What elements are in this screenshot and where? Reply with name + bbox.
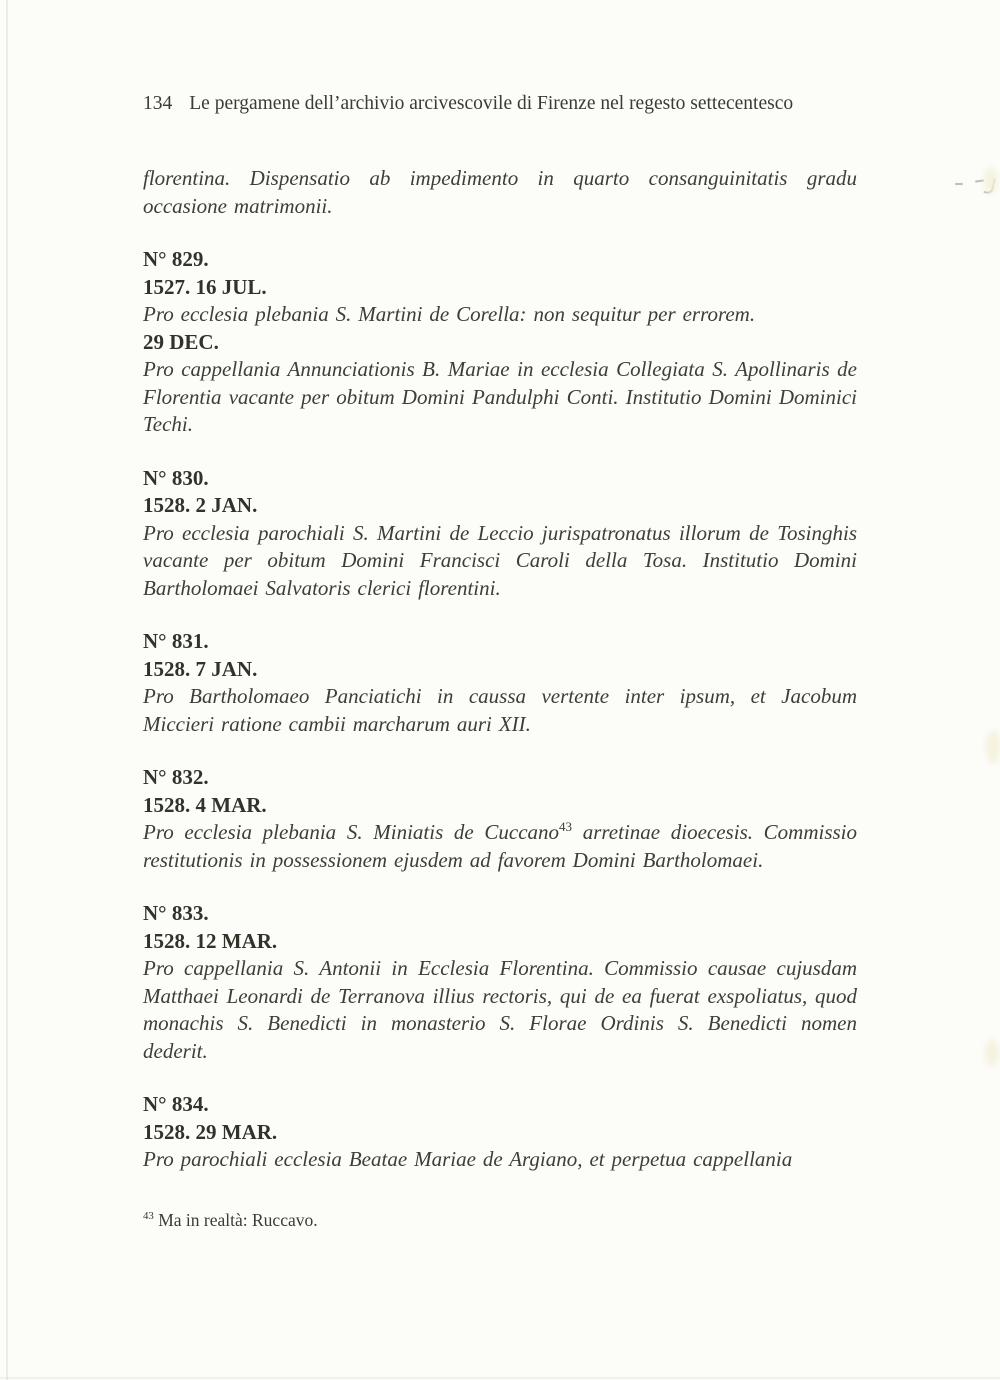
- entry-date: 1527. 16 JUL.: [143, 274, 267, 299]
- regest-entry-831: [143, 628, 857, 738]
- running-header: [143, 0, 857, 117]
- entry-text: Pro cappellania S. Antonii in Ecclesia Florentina. Commissio causae cujusdam Matthaei Leonardi de Terranova illius rectoris, qui de ea fuerat exspoliatus, quod monachis S. Benedicti in monasterio S. Florae Ordinis S. Benedicti nomen dederit.: [143, 956, 857, 1063]
- footnote: [143, 1208, 857, 1232]
- paper-stain: [984, 168, 998, 194]
- entry-number: N° 830.: [143, 465, 209, 490]
- entry-text: [143, 819, 857, 874]
- regest-entry-832: [143, 764, 857, 874]
- scan-edge-left-line: [6, 0, 8, 1380]
- entry-date: 1528. 7 JAN.: [143, 656, 258, 681]
- entry-text-segment: Pro ecclesia plebania S. Miniatis de Cuccano: [143, 820, 560, 844]
- entry-number: N° 834.: [143, 1092, 209, 1116]
- entry-text: Pro ecclesia plebania S. Martini de Corella: non sequitur per errorem.: [143, 302, 756, 326]
- entry-number: N° 833.: [143, 901, 209, 925]
- entry-number: N° 831.: [143, 629, 209, 653]
- entry-number: N° 832.: [143, 765, 209, 789]
- footnote-text: Ma in realtà: Ruccavo.: [153, 1209, 318, 1230]
- entry-text-segment: arretinae dioecesis. Commissio restitutionis in possessionem ejusdem ad favorem Domini Bartholomaei.: [143, 820, 858, 872]
- scan-edge-bottom-line: [0, 1377, 1000, 1379]
- footnote-area: [143, 1208, 857, 1232]
- regest-entry-829: [143, 246, 857, 439]
- entry-date: 1528. 4 MAR.: [143, 792, 267, 817]
- regest-entry-830: [143, 465, 857, 603]
- regest-entry-833: [143, 900, 857, 1065]
- running-title: Le pergamene dell’archivio arcivescovile di Firenze nel regesto settecentesco: [189, 93, 794, 114]
- footnote-ref-43: 43: [559, 819, 573, 834]
- scan-smudge-dash: [975, 179, 984, 182]
- entry-text: Pro ecclesia parochiali S. Martini de Leccio jurispatronatus illorum de Tosinghis vacante per obitum Domini Francisci Caroli della Tosa. Institutio Domini Bartholomaei Salvatoris clerici florentini.: [143, 520, 857, 600]
- entry-text: Pro parochiali ecclesia Beatae Mariae de Argiano, et perpetua cappellania: [143, 1147, 793, 1171]
- scan-smudge-dash: [955, 183, 963, 185]
- text-column: [143, 0, 857, 1232]
- entry-date: 29 DEC.: [143, 329, 219, 354]
- entry-text: Pro cappellania Annunciationis B. Mariae in ecclesia Collegiata S. Apollinaris de Florentia vacante per obitum Domini Pandulphi Conti. Institutio Domini Dominici Techi.: [143, 357, 857, 436]
- regest-entry-834: [143, 1091, 857, 1174]
- entry-date: 1528. 2 JAN.: [143, 493, 258, 517]
- entry-date: 1528. 12 MAR.: [143, 928, 278, 953]
- page-number: 134: [143, 93, 173, 114]
- entry-number: N° 829.: [143, 247, 209, 271]
- entry-date: 1528. 29 MAR.: [143, 1119, 278, 1144]
- intro-paragraph: florentina. Dispensatio ab impedimento in quarto consanguinitatis gradu occasione matrimonii.: [143, 166, 857, 218]
- paper-stain: [986, 730, 1000, 764]
- entry-text: Pro Bartholomaeo Panciatichi in caussa vertente inter ipsum, et Jacobum Miccieri ratione cambii marcharum auri XII.: [143, 684, 857, 736]
- footnote-marker-43: 43: [143, 1209, 154, 1222]
- paper-stain: [985, 1040, 999, 1066]
